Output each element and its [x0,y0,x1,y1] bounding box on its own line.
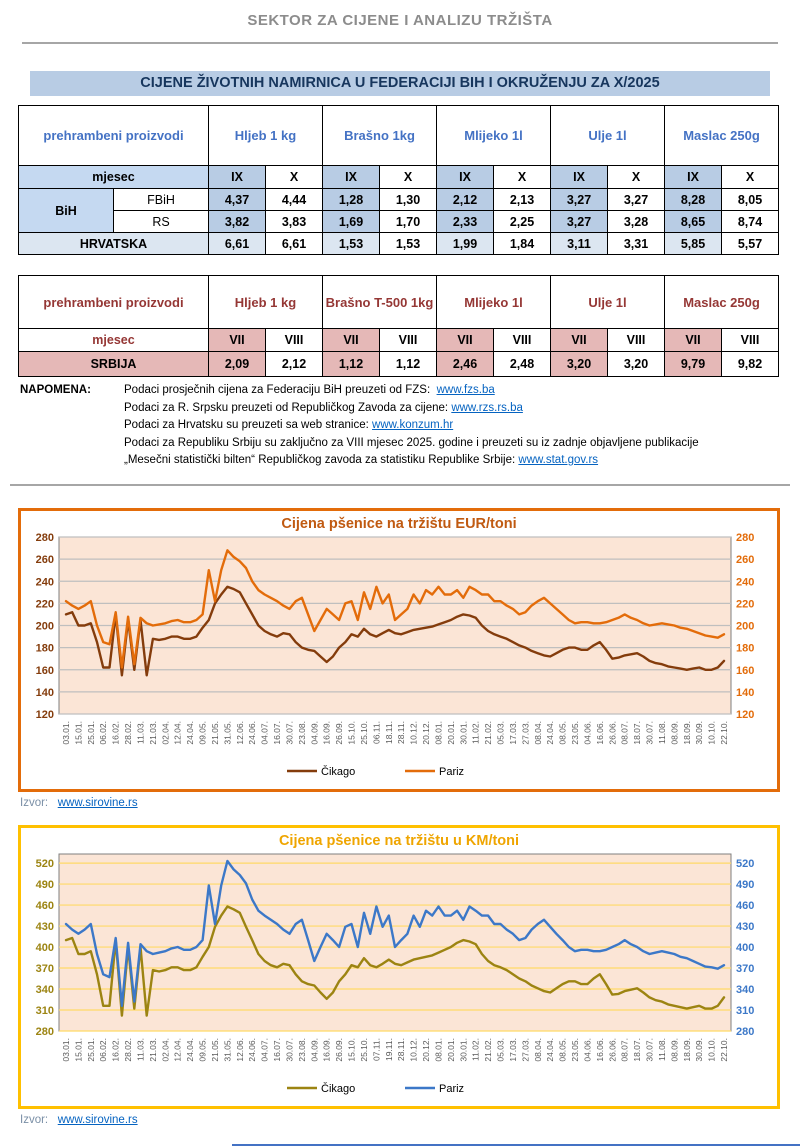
cell: 9,82 [722,352,779,377]
svg-text:25.10.: 25.10. [358,1037,369,1062]
svg-text:04.09.: 04.09. [309,720,320,745]
svg-text:24.04.: 24.04. [545,1037,556,1062]
svg-text:260: 260 [736,553,755,566]
row-label-hrvatska: HRVATSKA [19,233,209,255]
svg-text:23.05.: 23.05. [570,1037,581,1062]
svg-text:19.11.: 19.11. [383,1037,394,1061]
svg-text:17.03.: 17.03. [507,720,518,745]
svg-text:28.11.: 28.11. [396,720,407,744]
svg-text:04.06.: 04.06. [582,720,593,745]
wheat-chart-eur [18,508,780,792]
cell: 6,61 [209,233,266,255]
cell: 1,69 [323,211,380,233]
month-cell: VII [209,329,266,352]
cell: 1,53 [380,233,437,255]
cell: 3,82 [209,211,266,233]
svg-text:08.01.: 08.01. [433,1037,444,1062]
svg-text:180: 180 [736,642,755,655]
svg-text:160: 160 [35,664,54,677]
izvor-label: Izvor: [20,796,49,809]
row-label-fbih: FBiH [114,189,209,211]
svg-text:04.06.: 04.06. [582,1037,593,1062]
note-line [124,384,782,398]
svg-text:280: 280 [736,1025,755,1038]
month-row [19,166,779,189]
product-ulje: Ulje 1l [551,276,665,329]
chart-title-eur: Cijena pšenice na tržištu EUR/toni [281,515,517,532]
svg-text:24.06.: 24.06. [247,1037,258,1062]
svg-text:09.05.: 09.05. [197,1037,208,1062]
cell: 1,12 [380,352,437,377]
svg-text:280: 280 [35,1025,54,1038]
svg-text:490: 490 [35,878,54,891]
svg-text:340: 340 [35,983,54,996]
svg-text:21.02.: 21.02. [483,1037,494,1062]
month-cell: X [608,166,665,189]
svg-text:30.07.: 30.07. [644,720,655,745]
svg-text:240: 240 [736,575,755,588]
svg-text:16.02.: 16.02. [110,1037,121,1062]
product-hljeb: Hljeb 1 kg [209,106,323,166]
svg-text:08.07.: 08.07. [619,720,630,745]
cell: 1,70 [380,211,437,233]
month-cell: IX [209,166,266,189]
svg-text:260: 260 [35,553,54,566]
cell: 3,27 [608,189,665,211]
svg-text:24.06.: 24.06. [247,720,258,745]
svg-text:12.06.: 12.06. [234,1037,245,1062]
cell: 2,13 [494,189,551,211]
product-maslac: Maslac 250g [665,106,779,166]
cell: 5,85 [665,233,722,255]
svg-text:16.06.: 16.06. [594,1037,605,1062]
svg-text:400: 400 [35,941,54,954]
svg-text:26.06.: 26.06. [607,720,618,745]
svg-text:140: 140 [35,686,54,699]
product-brasno: Brašno T-500 1kg [323,276,437,329]
month-cell: X [722,166,779,189]
cell: 1,30 [380,189,437,211]
svg-text:20.01.: 20.01. [445,720,456,745]
svg-text:25.01.: 25.01. [85,1037,96,1062]
product-ulje: Ulje 1l [551,106,665,166]
svg-text:280: 280 [35,531,54,544]
svg-text:200: 200 [35,620,54,632]
svg-text:28.02.: 28.02. [123,720,134,745]
svg-text:10.12.: 10.12. [408,720,419,745]
svg-text:370: 370 [736,962,755,975]
svg-text:280: 280 [736,531,755,544]
svg-text:240: 240 [35,575,54,588]
cell: 2,48 [494,352,551,377]
note-link-fzs[interactable]: www.fzs.ba [436,384,495,396]
svg-text:15.01.: 15.01. [73,1037,84,1062]
svg-text:10.10.: 10.10. [706,1037,717,1062]
svg-text:08.05.: 08.05. [557,720,568,745]
svg-text:25.10.: 25.10. [358,720,369,745]
cell: 8,05 [722,189,779,211]
svg-text:25.01.: 25.01. [85,720,96,745]
svg-text:30.07.: 30.07. [284,1037,295,1062]
svg-text:06.11.: 06.11. [371,720,382,744]
svg-text:Čikago: Čikago [321,1082,356,1095]
izvor-label: Izvor: [20,1113,49,1126]
svg-text:09.05.: 09.05. [197,720,208,745]
row-label-srbija: SRBIJA [19,352,209,377]
svg-text:23.05.: 23.05. [570,720,581,745]
izvor-link-sirovine[interactable]: www.sirovine.rs [57,1113,138,1126]
svg-text:04.07.: 04.07. [259,720,270,745]
svg-text:18.11.: 18.11. [383,720,394,744]
svg-text:30.01.: 30.01. [458,1037,469,1062]
month-cell: VII [323,329,380,352]
svg-text:11.02.: 11.02. [470,1037,481,1061]
month-row [19,329,779,352]
table-row-hrvatska [19,233,779,255]
month-cell: VIII [494,329,551,352]
cell: 8,28 [665,189,722,211]
cell: 5,57 [722,233,779,255]
product-mlijeko: Mlijeko 1l [437,106,551,166]
chart-canvas-km [21,849,769,1101]
svg-text:Čikago: Čikago [321,765,356,778]
svg-text:08.09.: 08.09. [669,1037,680,1062]
svg-text:15.10.: 15.10. [346,1037,357,1062]
report-title-banner: CIJENE ŽIVOTNIH NAMIRNICA U FEDERACIJI BIH I OKRUŽENJU ZA X/2025 [30,71,770,96]
svg-text:180: 180 [35,642,54,655]
group-bih: BiH [19,189,114,233]
svg-text:08.05.: 08.05. [557,1037,568,1062]
cell: 4,44 [266,189,323,211]
svg-text:15.01.: 15.01. [73,720,84,745]
cell: 1,99 [437,233,494,255]
svg-text:24.04.: 24.04. [185,1037,196,1062]
month-cell: VIII [722,329,779,352]
svg-text:16.09.: 16.09. [321,720,332,745]
cell: 2,12 [437,189,494,211]
note-link-rzs[interactable]: www.rzs.rs.ba [451,401,523,414]
note-text: Podaci za Hrvatsku su preuzeti sa web stranice: [124,419,369,431]
svg-text:26.09.: 26.09. [334,1037,345,1062]
svg-text:20.01.: 20.01. [445,1037,456,1062]
napomena-section [20,384,782,472]
cell: 3,20 [551,352,608,377]
svg-text:10.10.: 10.10. [706,720,717,745]
table-row-fbih [19,189,779,211]
svg-text:30.09.: 30.09. [694,1037,705,1062]
svg-text:310: 310 [736,1004,755,1017]
svg-text:16.07.: 16.07. [272,720,283,745]
svg-text:21.02.: 21.02. [483,720,494,745]
svg-text:24.04.: 24.04. [185,720,196,745]
svg-text:05.03.: 05.03. [495,720,506,745]
table-header-row [19,106,779,166]
month-cell: VII [665,329,722,352]
svg-text:490: 490 [736,878,755,891]
prices-table-srbija [18,275,779,377]
svg-text:21.03.: 21.03. [147,1037,158,1062]
svg-text:22.10.: 22.10. [719,720,729,745]
svg-text:12.04.: 12.04. [172,720,183,745]
product-hljeb: Hljeb 1 kg [209,276,323,329]
svg-text:430: 430 [35,920,54,933]
svg-text:460: 460 [35,899,54,912]
svg-text:30.07.: 30.07. [284,720,295,745]
cell: 3,28 [608,211,665,233]
cell: 1,28 [323,189,380,211]
svg-text:12.06.: 12.06. [234,720,245,745]
cell: 3,31 [608,233,665,255]
cell: 1,84 [494,233,551,255]
note-text: Podaci za R. Srpsku preuzeti od Republičkog Zavoda za cijene: [124,401,449,414]
product-header-cell: prehrambeni proizvodi [19,276,209,329]
page-title: SEKTOR ZA CIJENE I ANALIZU TRŽIŠTA [247,12,553,29]
month-cell: VIII [608,329,665,352]
cell: 3,20 [608,352,665,377]
month-cell: X [380,166,437,189]
svg-text:30.07.: 30.07. [644,1037,655,1062]
svg-text:430: 430 [736,920,755,933]
svg-text:18.09.: 18.09. [681,1037,692,1062]
izvor-line [20,1114,800,1126]
svg-text:06.02.: 06.02. [98,1037,109,1062]
svg-text:06.02.: 06.02. [98,720,109,745]
svg-text:520: 520 [35,857,54,870]
svg-text:28.11.: 28.11. [396,1037,407,1061]
svg-text:07.11.: 07.11. [371,1037,382,1061]
svg-text:02.04.: 02.04. [160,1037,171,1062]
product-maslac: Maslac 250g [665,276,779,329]
svg-text:08.04.: 08.04. [532,1037,543,1062]
svg-text:04.07.: 04.07. [259,1037,270,1062]
svg-text:20.12.: 20.12. [421,1037,432,1062]
cell: 3,27 [551,189,608,211]
month-cell: VII [437,329,494,352]
svg-text:28.02.: 28.02. [123,1037,134,1062]
month-cell: X [266,166,323,189]
chart-title-km: Cijena pšenice na tržištu u KM/toni [278,832,520,849]
svg-text:21.05.: 21.05. [209,720,220,745]
svg-text:21.05.: 21.05. [209,1037,220,1062]
svg-text:26.09.: 26.09. [334,720,345,745]
note-link-konzum[interactable]: www.konzum.hr [372,419,454,431]
svg-text:16.02.: 16.02. [110,720,121,745]
svg-text:200: 200 [736,620,755,632]
svg-text:18.09.: 18.09. [681,720,692,745]
note-line [124,454,782,468]
svg-text:22.10.: 22.10. [719,1037,729,1062]
svg-text:30.01.: 30.01. [458,720,469,745]
svg-text:11.02.: 11.02. [470,720,481,744]
svg-text:15.10.: 15.10. [346,720,357,745]
svg-text:16.09.: 16.09. [321,1037,332,1062]
month-cell: IX [323,166,380,189]
svg-text:18.07.: 18.07. [632,720,643,745]
cell: 2,12 [266,352,323,377]
svg-text:10.12.: 10.12. [408,1037,419,1062]
cell: 3,83 [266,211,323,233]
svg-text:23.08.: 23.08. [296,720,307,745]
table-row-rs [19,211,779,233]
section-divider [10,484,790,486]
svg-text:11.03.: 11.03. [135,720,146,744]
svg-text:27.03.: 27.03. [520,720,531,745]
product-mlijeko: Mlijeko 1l [437,276,551,329]
cell: 9,79 [665,352,722,377]
svg-text:04.09.: 04.09. [309,1037,320,1062]
chart-canvas-eur [21,532,769,784]
footer-line [232,1144,800,1146]
table-header-row [19,276,779,329]
cell: 8,65 [665,211,722,233]
svg-text:400: 400 [736,941,755,954]
svg-text:03.01.: 03.01. [61,720,71,745]
month-cell: VII [551,329,608,352]
cell: 2,09 [209,352,266,377]
svg-text:16.06.: 16.06. [594,720,605,745]
month-cell: X [494,166,551,189]
napomena-label: NAPOMENA: [20,384,91,396]
svg-text:08.09.: 08.09. [669,720,680,745]
table-row-srbija [19,352,779,377]
svg-text:370: 370 [35,962,54,975]
cell: 3,27 [551,211,608,233]
svg-text:08.01.: 08.01. [433,720,444,745]
cell: 2,46 [437,352,494,377]
svg-text:140: 140 [736,686,755,699]
svg-text:11.08.: 11.08. [656,1037,667,1061]
svg-text:11.08.: 11.08. [656,720,667,744]
svg-text:220: 220 [35,597,54,610]
svg-text:05.03.: 05.03. [495,1037,506,1062]
svg-text:310: 310 [35,1004,54,1017]
svg-text:23.08.: 23.08. [296,1037,307,1062]
note-text: „Mesečni statistički bilten“ Republičkog zavoda za statistiku Republike Srbije: [124,454,516,466]
month-label: mjesec [19,166,209,189]
svg-text:03.01.: 03.01. [61,1037,71,1062]
month-cell: IX [665,166,722,189]
izvor-line [20,797,800,809]
napomena-notes [124,384,782,472]
cell: 1,12 [323,352,380,377]
svg-text:Pariz: Pariz [439,765,465,778]
note-link-stat[interactable]: www.stat.gov.rs [518,454,599,466]
month-cell: VIII [266,329,323,352]
month-cell: IX [437,166,494,189]
svg-text:220: 220 [736,597,755,610]
product-brasno: Brašno 1kg [323,106,437,166]
note-text: Podaci za Republiku Srbiju su zaključno za VIII mjesec 2025. godine i preuzeti su iz zadnje objavljene publikacije [124,436,699,449]
header-divider [22,42,778,44]
wheat-chart-km [18,825,780,1109]
cell: 3,11 [551,233,608,255]
svg-text:26.06.: 26.06. [607,1037,618,1062]
svg-text:11.03.: 11.03. [135,1037,146,1061]
svg-text:24.04.: 24.04. [545,720,556,745]
svg-text:17.03.: 17.03. [507,1037,518,1062]
note-line [124,419,782,433]
svg-text:460: 460 [736,899,755,912]
svg-text:18.07.: 18.07. [632,1037,643,1062]
svg-text:02.04.: 02.04. [160,720,171,745]
svg-text:120: 120 [35,708,54,721]
svg-text:340: 340 [736,983,755,996]
svg-text:16.07.: 16.07. [272,1037,283,1062]
note-text: Podaci prosječnih cijena za Federaciju BiH preuzeti od FZS: [124,384,431,396]
row-label-rs: RS [114,211,209,233]
svg-text:Pariz: Pariz [439,1082,465,1095]
svg-text:21.03.: 21.03. [147,720,158,745]
svg-text:30.09.: 30.09. [694,720,705,745]
note-line [124,437,782,451]
svg-text:31.05.: 31.05. [222,720,233,745]
svg-text:08.07.: 08.07. [619,1037,630,1062]
cell: 4,37 [209,189,266,211]
svg-text:20.12.: 20.12. [421,720,432,745]
svg-text:12.04.: 12.04. [172,1037,183,1062]
month-cell: IX [551,166,608,189]
note-line [124,402,782,416]
prices-table-bih [18,105,779,255]
cell: 1,53 [323,233,380,255]
svg-text:520: 520 [736,857,755,870]
svg-text:31.05.: 31.05. [222,1037,233,1062]
svg-text:27.03.: 27.03. [520,1037,531,1062]
month-label: mjesec [19,329,209,352]
svg-text:08.04.: 08.04. [532,720,543,745]
month-cell: VIII [380,329,437,352]
izvor-link-sirovine[interactable]: www.sirovine.rs [57,796,138,809]
svg-text:120: 120 [736,708,755,721]
product-header-cell: prehrambeni proizvodi [19,106,209,166]
cell: 2,25 [494,211,551,233]
svg-text:160: 160 [736,664,755,677]
cell: 2,33 [437,211,494,233]
cell: 8,74 [722,211,779,233]
cell: 6,61 [266,233,323,255]
